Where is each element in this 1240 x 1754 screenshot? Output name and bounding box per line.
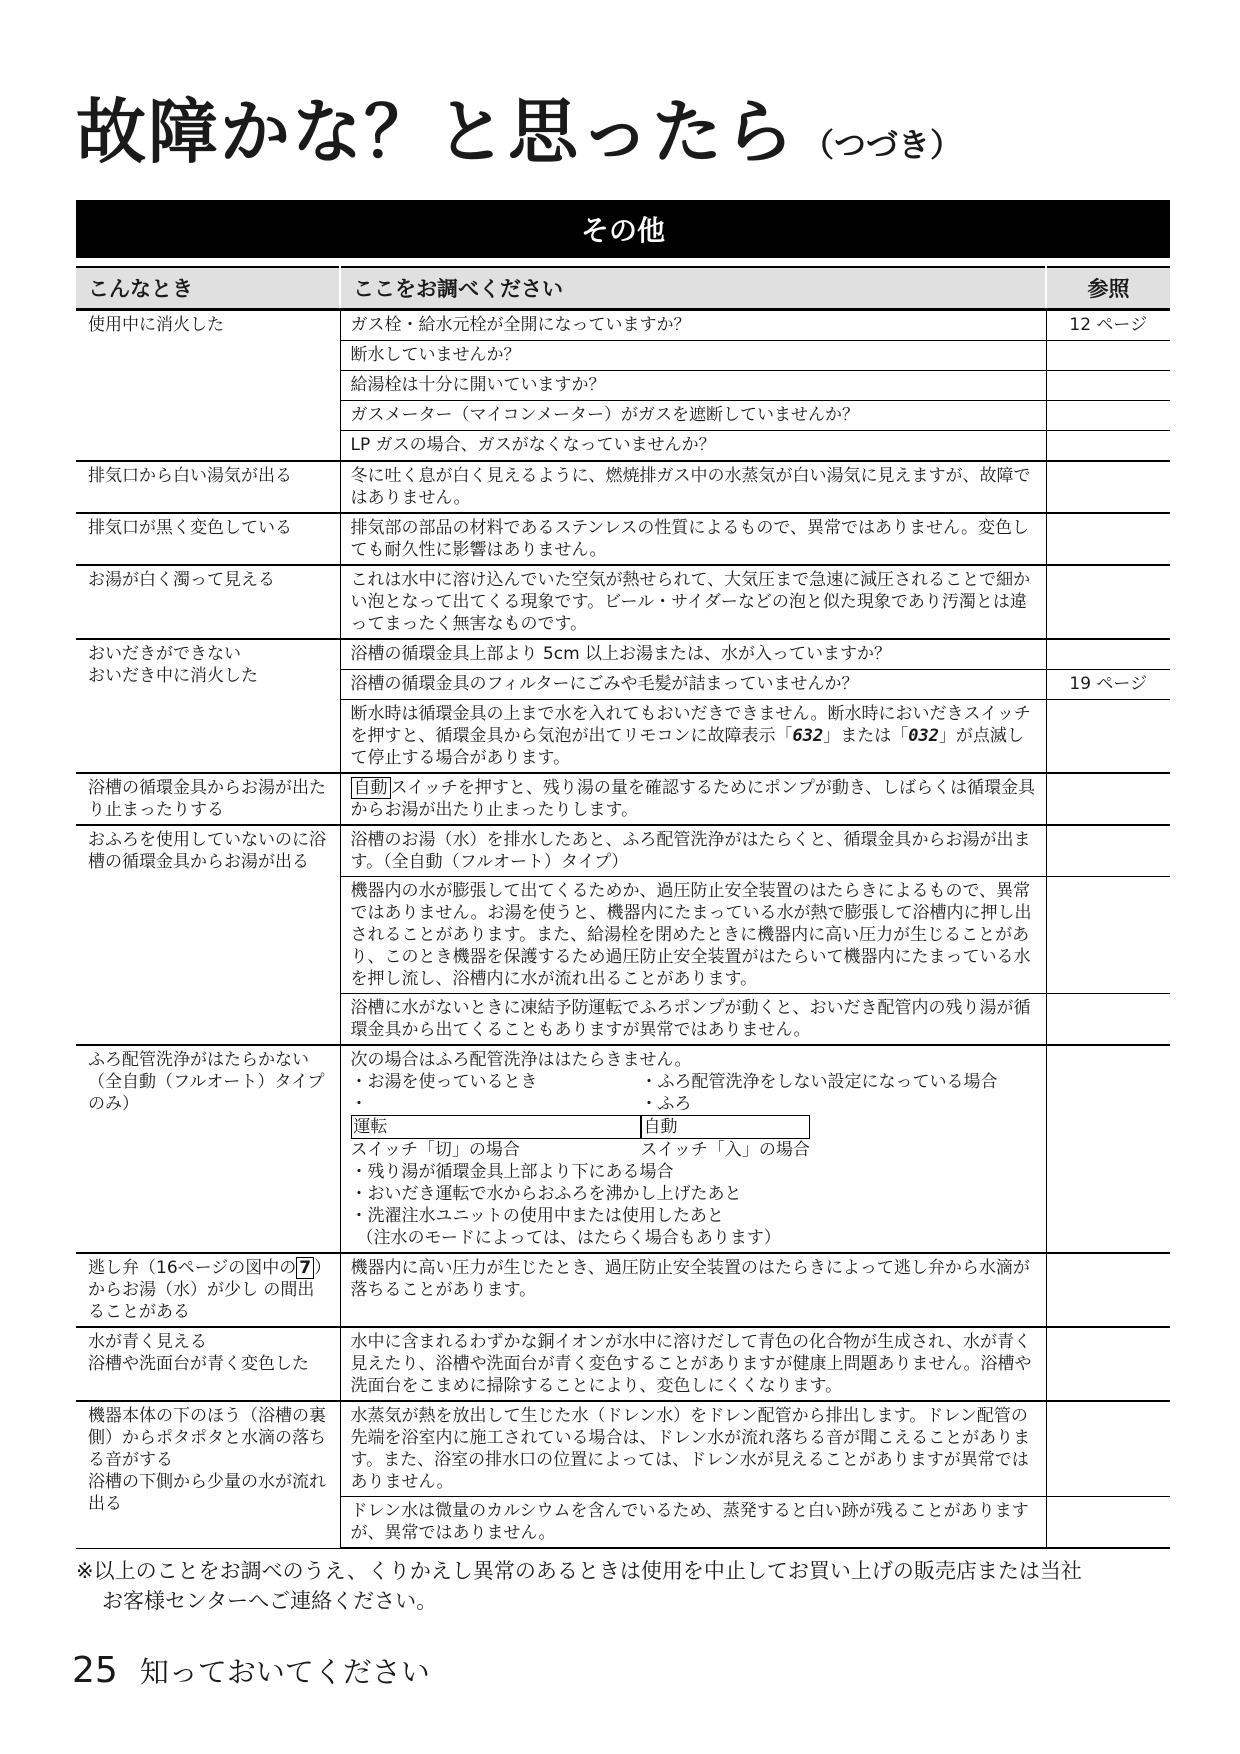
title-suffix: （つづき） bbox=[802, 126, 963, 164]
condition-cell: 使用中に消火した bbox=[76, 310, 340, 462]
bullet-text: スイッチ「入」の場合 bbox=[640, 1140, 810, 1160]
note-line: お客様センターへご連絡ください。 bbox=[102, 1589, 438, 1613]
troubleshooting-table bbox=[76, 266, 1170, 1549]
reference-cell bbox=[1046, 700, 1170, 774]
table-row bbox=[76, 1045, 1170, 1253]
reference-cell bbox=[1046, 1401, 1170, 1497]
bullet-pair bbox=[351, 1071, 1036, 1093]
error-code-display: 632 bbox=[792, 726, 824, 746]
condition-cell bbox=[76, 1253, 340, 1327]
table-row bbox=[76, 1253, 1170, 1327]
reference-cell bbox=[1046, 341, 1170, 371]
condition-text: 逃し弁（16ページの図中の bbox=[88, 1258, 297, 1278]
check-cell: 浴槽に水がないときに凍結予防運転でふろポンプが動くと、おいだき配管内の残り湯が循環金具から出てくることもありますが異常ではありません。 bbox=[340, 994, 1046, 1046]
page-footer bbox=[72, 1650, 430, 1691]
reference-cell bbox=[1046, 1045, 1170, 1253]
reference-cell bbox=[1046, 1497, 1170, 1549]
header-condition: こんなとき bbox=[76, 267, 340, 310]
condition-line: 機器本体の下のほう（浴槽の裏側）からポタポタと水滴の落ちる音がする bbox=[88, 1406, 326, 1470]
title-main: 故障かな？と思ったら bbox=[76, 91, 796, 173]
condition-cell bbox=[76, 1401, 340, 1548]
table-row bbox=[76, 773, 1170, 825]
check-cell: 排気部の部品の材料であるステンレスの性質によるもので、異常ではありません。変色しても耐久性に影響はありません。 bbox=[340, 513, 1046, 565]
table-row bbox=[76, 639, 1170, 670]
contact-note bbox=[76, 1556, 1176, 1616]
check-cell: 浴槽の循環金具上部より 5cm 以上お湯または、水が入っていますか？ bbox=[340, 639, 1046, 670]
figure-number-label: 7 bbox=[296, 1257, 314, 1279]
check-cell: 水蒸気が熱を放出して生じた水（ドレン水）をドレン配管から排出します。ドレン配管の先端を浴室内に施工されている場合は、ドレン水が流れ落ちる音が聞こえることがあります。また、浴室の排水口の位置によっては、ドレン水が見えることがありますが異常ではありません。 bbox=[340, 1401, 1046, 1497]
run-switch-label: 運転 bbox=[351, 1115, 641, 1139]
check-cell: 機器内に高い圧力が生じたとき、過圧防止安全装置のはたらきによって逃し弁から水滴が落ちることがあります。 bbox=[340, 1253, 1046, 1327]
condition-line: 浴槽の下側から少量の水が流れ出る bbox=[88, 1472, 326, 1514]
check-cell: ドレン水は微量のカルシウムを含んでいるため、蒸発すると白い跡が残ることがありますが、異常ではありません。 bbox=[340, 1497, 1046, 1549]
condition-text: ）からお湯（水）が少し の間出ることがある bbox=[88, 1258, 323, 1322]
bullet-item: ・ふろ配管洗浄をしない設定になっている場合 bbox=[640, 1072, 998, 1092]
condition-cell: お湯が白く濁って見える bbox=[76, 565, 340, 639]
bullet-text: スイッチ「切」の場合 bbox=[350, 1140, 520, 1160]
check-cell: 浴槽の循環金具のフィルターにごみや毛髪が詰まっていませんか？ bbox=[340, 670, 1046, 700]
reference-cell bbox=[1046, 773, 1170, 825]
check-text: 」または「 bbox=[823, 726, 909, 746]
bullet-item: ・残り湯が循環金具上部より下にある場合 bbox=[350, 1162, 674, 1182]
table-row bbox=[76, 1401, 1170, 1497]
condition-line: おいだき中に消火した bbox=[88, 666, 258, 686]
check-cell: 冬に吐く息が白く見えるように、燃焼排ガス中の水蒸気が白い湯気に見えますが、故障ではありません。 bbox=[340, 461, 1046, 513]
condition-line: 水が青く見える bbox=[88, 1332, 207, 1352]
page-number: 25 bbox=[72, 1650, 118, 1691]
check-cell: 水中に含まれるわずかな銅イオンが水中に溶けだして青色の化合物が生成され、水が青く見えたり、浴槽や洗面台が青く変色することがありますが健康上問題ありません。浴槽や洗面台をこまめに掃除することにより、変色しにくくなります。 bbox=[340, 1327, 1046, 1401]
table-row bbox=[76, 513, 1170, 565]
check-cell: 機器内の水が膨張して出てくるためか、過圧防止安全装置のはたらきによるもので、異常ではありません。お湯を使うと、機器内にたまっている水が熱で膨張して浴槽内に押し出されることがあります。また、給湯栓を閉めたときに機器内に高い圧力が生じることがあり、このとき機器を保護するため過圧防止安全装置がはたらいて機器内にたまっている水を押し流し、浴槽内に水が流れ出ることがあります。 bbox=[340, 877, 1046, 994]
check-text: スイッチを押すと、残り湯の量を確認するためにポンプが動き、しばらくは循環金具からお湯が出たり止まったりします。 bbox=[350, 778, 1036, 820]
condition-cell bbox=[76, 639, 340, 773]
check-cell bbox=[340, 773, 1046, 825]
bullet-note: （注水のモードによっては、はたらく場合もあります） bbox=[356, 1228, 781, 1248]
error-code-display: 032 bbox=[908, 726, 939, 746]
reference-cell bbox=[1046, 1253, 1170, 1327]
table-row bbox=[76, 310, 1170, 341]
note-line: ※以上のことをお調べのうえ、くりかえし異常のあるときは使用を中止してお買い上げの販売店または当社 bbox=[76, 1559, 1082, 1583]
table-row bbox=[76, 461, 1170, 513]
condition-line: 浴槽や洗面台が青く変色した bbox=[88, 1354, 309, 1374]
check-intro: 次の場合はふろ配管洗浄ははたらきません。 bbox=[350, 1050, 692, 1070]
auto-switch-label: 自動 bbox=[641, 1115, 810, 1139]
reference-cell bbox=[1046, 639, 1170, 670]
condition-cell: 排気口が黒く変色している bbox=[76, 513, 340, 565]
reference-cell bbox=[1046, 431, 1170, 462]
condition-cell: ふろ配管洗浄がはたらかない（全自動（フルオート）タイプのみ） bbox=[76, 1045, 340, 1253]
reference-cell bbox=[1046, 994, 1170, 1046]
reference-cell bbox=[1046, 371, 1170, 401]
check-cell: 給湯栓は十分に開いていますか？ bbox=[340, 371, 1046, 401]
condition-cell: おふろを使用していないのに浴槽の循環金具からお湯が出る bbox=[76, 825, 340, 1045]
bullet-pair bbox=[351, 1093, 1036, 1161]
check-cell: LP ガスの場合、ガスがなくなっていませんか？ bbox=[340, 431, 1046, 462]
condition-cell bbox=[76, 1327, 340, 1401]
table-row bbox=[76, 1327, 1170, 1401]
reference-cell bbox=[1046, 513, 1170, 565]
bullet-item bbox=[641, 1093, 810, 1161]
check-text: 断水時は循環金具の上まで水を入れてもおいだきできません。断水時においだきスイッチを押すと、循環金具から気泡が出てリモコンに故障表示「 bbox=[350, 704, 1031, 746]
table-row bbox=[76, 825, 1170, 877]
check-cell bbox=[340, 1045, 1046, 1253]
reference-cell bbox=[1046, 877, 1170, 994]
chapter-label: 知っておいてください bbox=[139, 1655, 430, 1689]
check-cell: 断水していませんか？ bbox=[340, 341, 1046, 371]
header-reference: 参照 bbox=[1046, 267, 1170, 310]
bullet-mark: ・ bbox=[350, 1094, 368, 1114]
table-header-row bbox=[76, 267, 1170, 310]
reference-cell bbox=[1046, 825, 1170, 877]
check-cell bbox=[340, 700, 1046, 774]
reference-cell bbox=[1046, 401, 1170, 431]
bullet-item: ・おいだき運転で水からおふろを沸かし上げたあと bbox=[350, 1184, 742, 1204]
reference-cell bbox=[1046, 565, 1170, 639]
reference-cell bbox=[1046, 461, 1170, 513]
section-banner: その他 bbox=[76, 200, 1170, 258]
page-title bbox=[76, 76, 962, 177]
check-cell: ガスメーター（マイコンメーター）がガスを遮断していませんか？ bbox=[340, 401, 1046, 431]
condition-cell: 浴槽の循環金具からお湯が出たり止まったりする bbox=[76, 773, 340, 825]
reference-cell: 19 ページ bbox=[1046, 670, 1170, 700]
bullet-item: ・お湯を使っているとき bbox=[350, 1072, 538, 1092]
check-cell: 浴槽のお湯（水）を排水したあと、ふろ配管洗浄がはたらくと、循環金具からお湯が出ます。（全自動（フルオート）タイプ） bbox=[340, 825, 1046, 877]
check-cell: ガス栓・給水元栓が全開になっていますか？ bbox=[340, 310, 1046, 341]
auto-switch-label: 自動 bbox=[351, 777, 391, 799]
condition-cell: 排気口から白い湯気が出る bbox=[76, 461, 340, 513]
reference-cell bbox=[1046, 1327, 1170, 1401]
condition-line: おいだきができない bbox=[88, 644, 241, 664]
bullet-text: ・ふろ bbox=[640, 1094, 692, 1114]
check-text: 」が点滅して停止する場合があります。 bbox=[350, 726, 1024, 768]
header-check: ここをお調べください bbox=[340, 267, 1046, 310]
bullet-item bbox=[351, 1093, 641, 1161]
bullet-item: ・洗濯注水ユニットの使用中または使用したあと bbox=[350, 1206, 724, 1226]
reference-cell: 12 ページ bbox=[1046, 310, 1170, 341]
table-row bbox=[76, 565, 1170, 639]
check-cell: これは水中に溶け込んでいた空気が熱せられて、大気圧まで急速に減圧されることで細かい泡となって出てくる現象です。ビール・サイダーなどの泡と似た現象であり汚濁とは違ってまったく無害なものです。 bbox=[340, 565, 1046, 639]
